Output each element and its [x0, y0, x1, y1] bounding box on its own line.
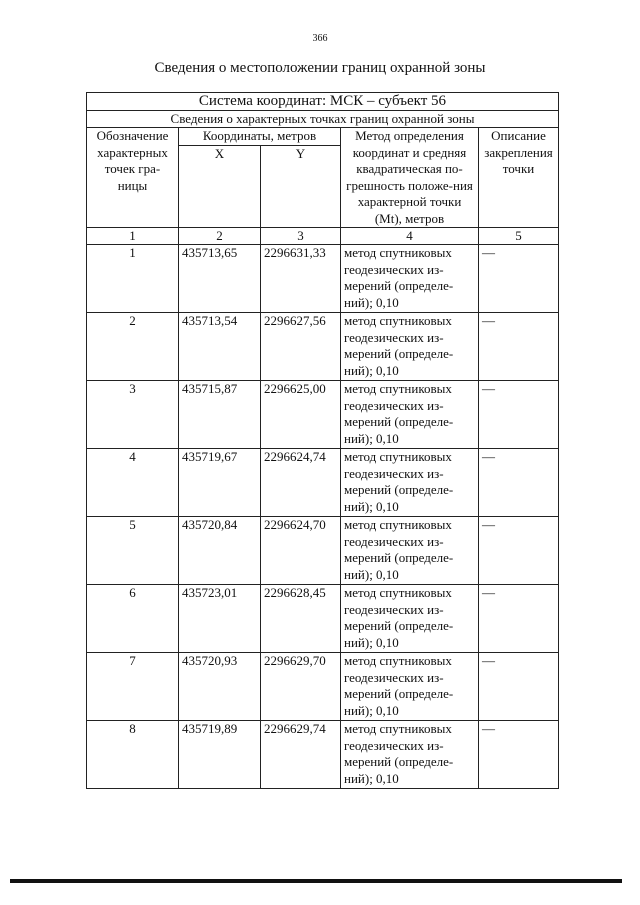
coordinate-system-row — [87, 93, 559, 111]
table-row — [87, 585, 559, 653]
fixing-cell: — — [479, 721, 559, 789]
column-number: 3 — [261, 228, 341, 245]
method-cell: метод спутниковых геодезических из-мерений (определе-ний); 0,10 — [341, 449, 479, 517]
document-title: Сведения о местоположении границ охранной зоны — [154, 60, 486, 76]
table-row — [87, 245, 559, 313]
bottom-rule — [10, 879, 622, 883]
fixing-cell: — — [479, 449, 559, 517]
header-coordinates: Координаты, метров — [179, 128, 341, 146]
coord-y: 2296631,33 — [261, 245, 341, 313]
coord-y: 2296625,00 — [261, 381, 341, 449]
table-row — [87, 517, 559, 585]
point-number: 3 — [87, 381, 179, 449]
header-y: Y — [261, 145, 341, 227]
point-number: 7 — [87, 653, 179, 721]
header-x: X — [179, 145, 261, 227]
fixing-cell: — — [479, 517, 559, 585]
table-row — [87, 721, 559, 789]
column-number: 5 — [479, 228, 559, 245]
coord-x: 435723,01 — [179, 585, 261, 653]
fixing-cell: — — [479, 245, 559, 313]
coord-y: 2296629,70 — [261, 653, 341, 721]
header-fixing: Описание закрепления точки — [479, 128, 559, 228]
table-subtitle: Сведения о характерных точках границ охранной зоны — [87, 111, 559, 128]
fixing-cell: — — [479, 313, 559, 381]
column-number: 2 — [179, 228, 261, 245]
coord-x: 435720,84 — [179, 517, 261, 585]
point-number: 1 — [87, 245, 179, 313]
header-designation: Обозначение характерных точек гра-ницы — [87, 128, 179, 228]
method-cell: метод спутниковых геодезических из-мерений (определе-ний); 0,10 — [341, 653, 479, 721]
coord-x: 435720,93 — [179, 653, 261, 721]
coord-y: 2296624,74 — [261, 449, 341, 517]
coord-y: 2296628,45 — [261, 585, 341, 653]
method-cell: метод спутниковых геодезических из-мерений (определе-ний); 0,10 — [341, 381, 479, 449]
table-row — [87, 449, 559, 517]
column-number: 1 — [87, 228, 179, 245]
point-number: 4 — [87, 449, 179, 517]
fixing-cell: — — [479, 585, 559, 653]
coord-x: 435719,89 — [179, 721, 261, 789]
coord-x: 435719,67 — [179, 449, 261, 517]
table-row — [87, 381, 559, 449]
method-cell: метод спутниковых геодезических из-мерений (определе-ний); 0,10 — [341, 517, 479, 585]
coord-y: 2296627,56 — [261, 313, 341, 381]
header-method: Метод определения координат и средняя квадратическая по-грешность положе-ния характерной точки (Mt), метров — [341, 128, 479, 228]
column-number-row — [87, 228, 559, 245]
method-cell: метод спутниковых геодезических из-мерений (определе-ний); 0,10 — [341, 721, 479, 789]
coord-y: 2296624,70 — [261, 517, 341, 585]
method-cell: метод спутниковых геодезических из-мерений (определе-ний); 0,10 — [341, 585, 479, 653]
point-number: 2 — [87, 313, 179, 381]
fixing-cell: — — [479, 653, 559, 721]
header-row — [87, 128, 559, 146]
coord-x: 435715,87 — [179, 381, 261, 449]
table-row — [87, 653, 559, 721]
coordinates-table — [86, 92, 559, 789]
coord-y: 2296629,74 — [261, 721, 341, 789]
point-number: 8 — [87, 721, 179, 789]
column-number: 4 — [341, 228, 479, 245]
coord-x: 435713,65 — [179, 245, 261, 313]
point-number: 5 — [87, 517, 179, 585]
fixing-cell: — — [479, 381, 559, 449]
table-row — [87, 313, 559, 381]
coord-x: 435713,54 — [179, 313, 261, 381]
page-number: 366 — [312, 33, 328, 44]
point-number: 6 — [87, 585, 179, 653]
coordinate-system: Система координат: МСК – субъект 56 — [87, 93, 559, 111]
method-cell: метод спутниковых геодезических из-мерений (определе-ний); 0,10 — [341, 313, 479, 381]
table-subtitle-row — [87, 111, 559, 128]
method-cell: метод спутниковых геодезических из-мерений (определе-ний); 0,10 — [341, 245, 479, 313]
